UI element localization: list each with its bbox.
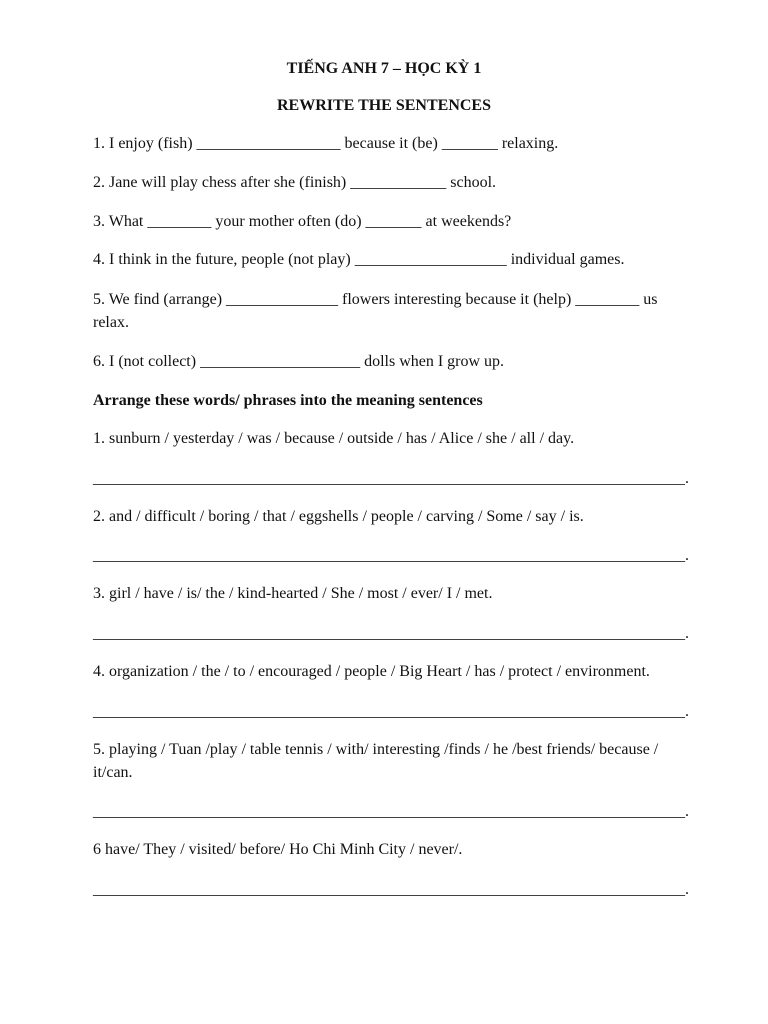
rewrite-item-4: 4. I think in the future, people (not play) ___________________ individual games. — [93, 251, 625, 268]
rewrite-item-6: 6. I (not collect) ____________________ dolls when I grow up. — [93, 353, 505, 370]
answer-line-1: __________________________________________________________________________. — [93, 470, 689, 487]
page-title: TIẾNG ANH 7 – HỌC KỲ 1 — [286, 60, 482, 77]
answer-line-4: __________________________________________________________________________. — [93, 703, 689, 720]
arrange-item-1: 1. sunburn / yesterday / was / because / outside / has / Alice / she / all / day. — [93, 430, 575, 447]
arrange-item-3: 3. girl / have / is/ the / kind-hearted / She / most / ever/ I / met. — [93, 585, 493, 602]
answer-line-3: __________________________________________________________________________. — [93, 625, 689, 642]
arrange-item-6: 6 have/ They / visited/ before/ Ho Chi Minh City / never/. — [93, 841, 463, 858]
arrange-item-5: 5. playing / Tuan /play / table tennis / with/ interesting /finds / he /best friends/ because / it/can. — [93, 741, 663, 781]
rewrite-item-3: 3. What ________ your mother often (do) _______ at weekends? — [93, 213, 512, 230]
rewrite-item-5: 5. We find (arrange) ______________ flowers interesting because it (help) ________ us relax. — [93, 291, 662, 331]
answer-line-5: __________________________________________________________________________. — [93, 803, 689, 820]
section-title-arrange: Arrange these words/ phrases into the meaning sentences — [93, 392, 483, 409]
section-title-rewrite: REWRITE THE SENTENCES — [277, 97, 491, 114]
answer-line-2: __________________________________________________________________________. — [93, 547, 689, 564]
arrange-item-4: 4. organization / the / to / encouraged / people / Big Heart / has / protect / environment. — [93, 663, 650, 680]
arrange-item-2: 2. and / difficult / boring / that / eggshells / people / carving / Some / say / is. — [93, 508, 584, 525]
rewrite-item-1: 1. I enjoy (fish) __________________ because it (be) _______ relaxing. — [93, 135, 559, 152]
answer-line-6: __________________________________________________________________________. — [93, 881, 689, 898]
rewrite-item-2: 2. Jane will play chess after she (finish) ____________ school. — [93, 174, 497, 191]
